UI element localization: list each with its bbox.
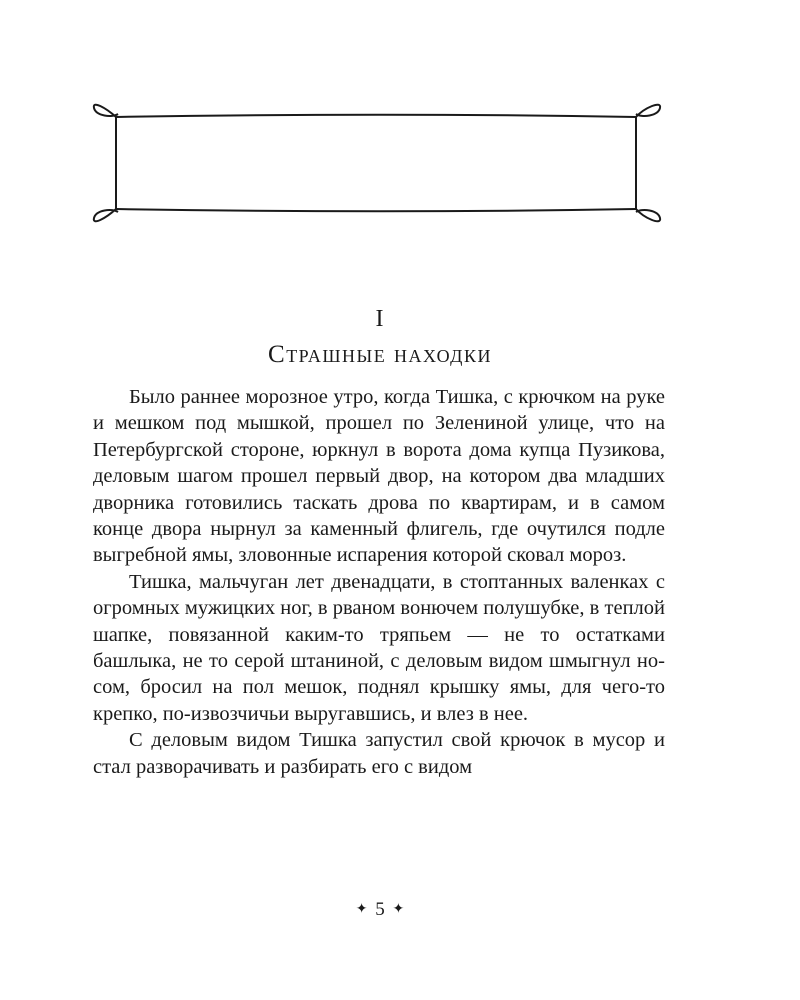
page-number: 5 <box>375 898 385 920</box>
page-footer <box>0 898 760 921</box>
decorative-frame-ornament <box>88 96 668 230</box>
star-ornament-icon: ✦ <box>392 902 405 918</box>
chapter-number: I <box>375 306 385 332</box>
chapter-title: Страшные находки <box>268 341 492 368</box>
star-ornament-icon: ✦ <box>355 902 368 918</box>
paragraph: Было раннее морозное утро, когда Тишка, с крючком на руке и мешком под мышкой, прошел по Зелениной улице, что на Петербургской стороне, юркнул в ворота дома купца Пузикова, деловым шагом прошел первый двор, на котором два младших дворника готовились таскать дрова по квартирам, и в самом конце двора нырнул за каменный флигель, где очутился подле выгребной ямы, зловонные испарения которой сковал мороз. <box>93 386 665 567</box>
paragraph: С деловым видом Тишка запустил свой крючок в мусор и стал разворачивать и разбирать его с видом <box>93 729 665 778</box>
body-text <box>93 384 665 780</box>
paragraph: Тишка, мальчуган лет двенадцати, в стоптанных валенках с огромных мужицких ног, в рваном вонючем полушубке, в теплой шапке, повязанной каким-то тряпьем — не то остатками башлыка, не то серой штаниной, с деловым видом шмыгнул носом, бросил на пол мешок, поднял крышку ямы, для чего-то крепко, по-извозчичьи выругавшись, и влез в нее. <box>93 570 665 725</box>
